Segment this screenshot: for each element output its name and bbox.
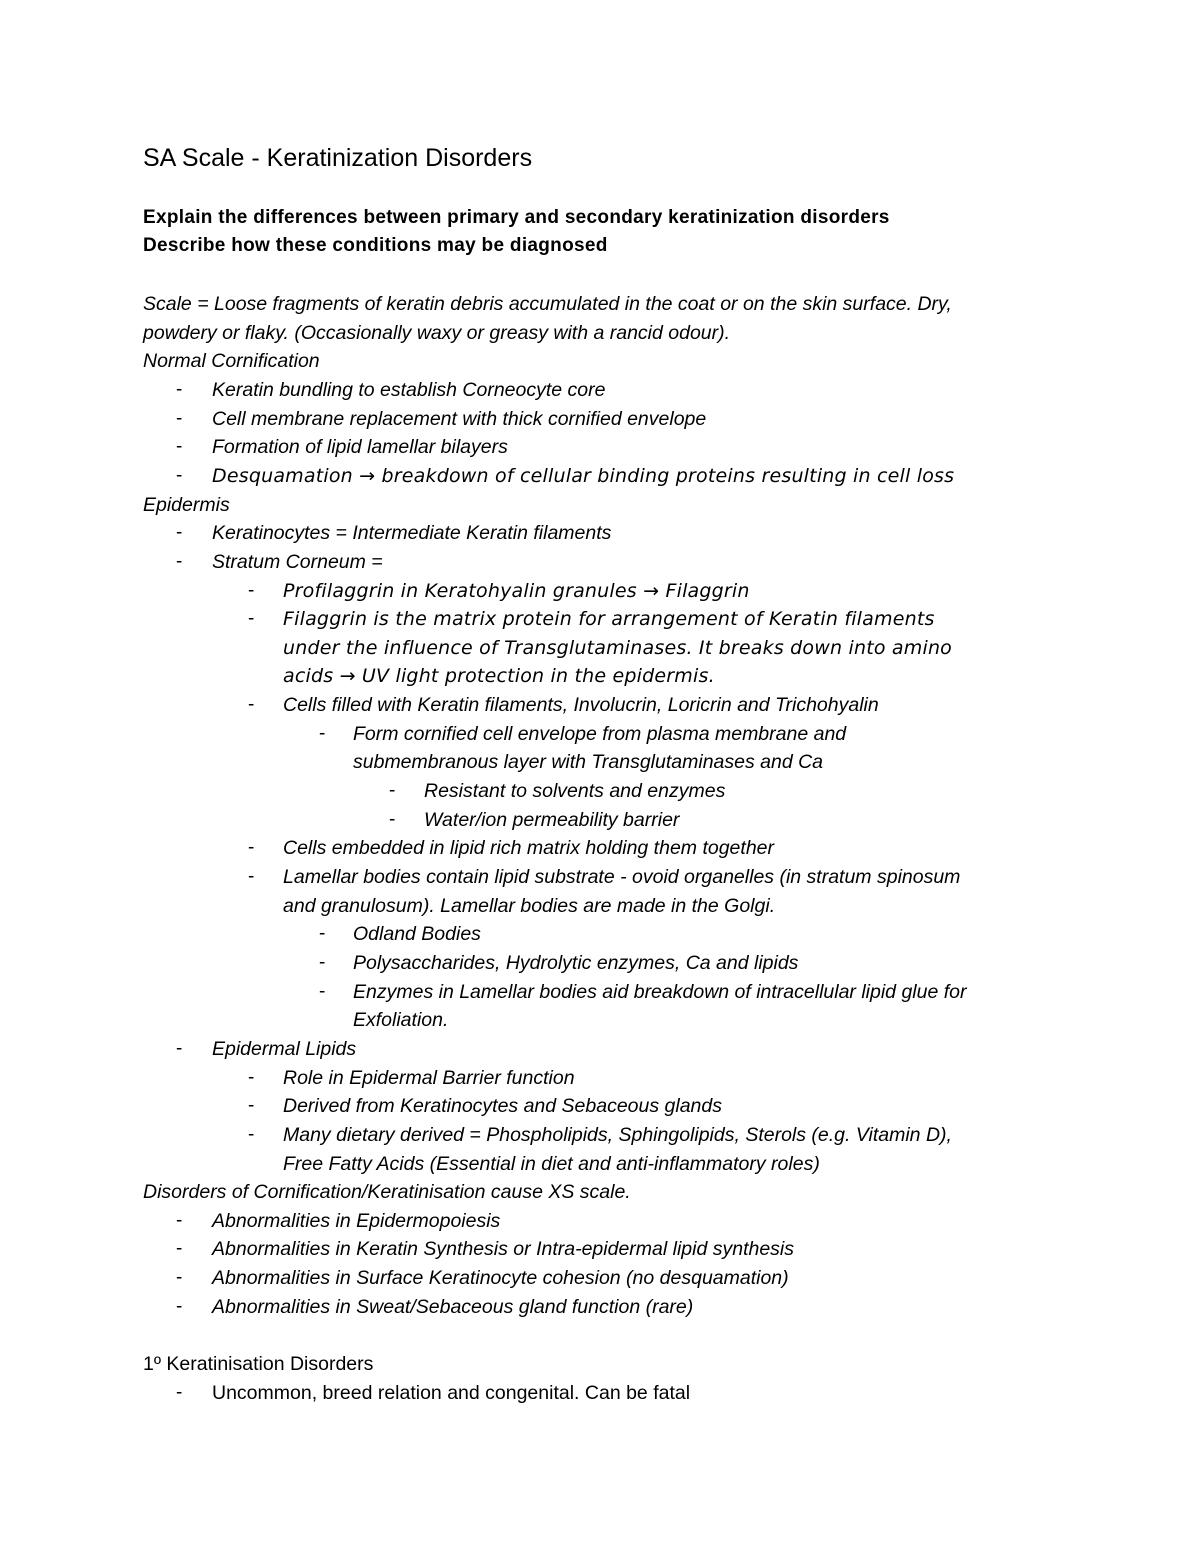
list-item: Derived from Keratinocytes and Sebaceous glands bbox=[283, 1095, 722, 1118]
bullet-dash: - bbox=[248, 1066, 255, 1088]
bullet-dash: - bbox=[248, 1123, 255, 1145]
list-item: Cells filled with Keratin filaments, Involucrin, Loricrin and Trichohyalin bbox=[283, 694, 879, 717]
list-item: Stratum Corneum = bbox=[212, 550, 383, 573]
bullet-dash: - bbox=[176, 1209, 183, 1231]
text-line: Scale = Loose fragments of keratin debris accumulated in the coat or on the skin surface. Dry, bbox=[143, 293, 952, 315]
list-item: Abnormalities in Epidermopoiesis bbox=[212, 1209, 501, 1232]
list-item: Epidermal Lipids bbox=[212, 1037, 357, 1060]
bullet-dash: - bbox=[176, 464, 183, 486]
bullet-dash: - bbox=[176, 1381, 183, 1403]
list-item: Keratin bundling to establish Corneocyte core bbox=[212, 378, 606, 401]
list-item: Filaggrin is the matrix protein for arrangement of Keratin filaments bbox=[283, 608, 935, 631]
list-item: Desquamation → breakdown of cellular binding proteins resulting in cell loss bbox=[212, 464, 955, 487]
bullet-dash: - bbox=[248, 608, 255, 630]
bullet-dash: - bbox=[176, 1238, 183, 1260]
bullet-dash: - bbox=[389, 780, 396, 802]
text-line: and granulosum). Lamellar bodies are made in the Golgi. bbox=[283, 894, 776, 917]
list-item: Water/ion permeability barrier bbox=[424, 808, 680, 831]
objective-2: Describe how these conditions may be diagnosed bbox=[143, 235, 608, 256]
bullet-dash: - bbox=[319, 923, 326, 945]
list-item: Profilaggrin in Keratohyalin granules → Filaggrin bbox=[283, 579, 750, 602]
list-item: Form cornified cell envelope from plasma membrane and bbox=[353, 722, 847, 745]
list-item: Keratinocytes = Intermediate Keratin filaments bbox=[212, 522, 612, 545]
page-title: SA Scale - Keratinization Disorders bbox=[143, 144, 533, 172]
text-line: Disorders of Cornification/Keratinisation cause XS scale. bbox=[143, 1181, 631, 1204]
text-line: 1º Keratinisation Disorders bbox=[143, 1353, 374, 1376]
text-line: powdery or flaky. (Occasionally waxy or greasy with a rancid odour). bbox=[143, 321, 731, 344]
bullet-dash: - bbox=[176, 1037, 183, 1059]
list-item: Formation of lipid lamellar bilayers bbox=[212, 436, 508, 459]
bullet-dash: - bbox=[248, 694, 255, 716]
list-item: Cells embedded in lipid rich matrix holding them together bbox=[283, 837, 775, 860]
list-item: Lamellar bodies contain lipid substrate - ovoid organelles (in stratum spinosum bbox=[283, 866, 961, 888]
bullet-dash: - bbox=[248, 579, 255, 601]
text-line: Free Fatty Acids (Essential in diet and anti-inflammatory roles) bbox=[283, 1152, 820, 1175]
list-item: Enzymes in Lamellar bodies aid breakdown of intracellular lipid glue for bbox=[353, 980, 967, 1003]
text-line: Normal Cornification bbox=[143, 350, 320, 373]
bullet-dash: - bbox=[248, 866, 255, 887]
list-item: Odland Bodies bbox=[353, 923, 481, 946]
list-item: Abnormalities in Sweat/Sebaceous gland function (rare) bbox=[212, 1295, 694, 1318]
objective-1: Explain the differences between primary and secondary keratinization disorders bbox=[143, 207, 890, 228]
bullet-dash: - bbox=[176, 436, 183, 458]
bullet-dash: - bbox=[248, 1095, 255, 1117]
bullet-dash: - bbox=[319, 980, 326, 1002]
list-item: Abnormalities in Surface Keratinocyte cohesion (no desquamation) bbox=[212, 1267, 789, 1290]
bullet-dash: - bbox=[176, 1267, 183, 1289]
list-item: Many dietary derived = Phospholipids, Sphingolipids, Sterols (e.g. Vitamin D), bbox=[283, 1123, 952, 1146]
bullet-dash: - bbox=[176, 378, 183, 400]
list-item: Cell membrane replacement with thick cornified envelope bbox=[212, 407, 707, 430]
text-line: acids → UV light protection in the epidermis. bbox=[283, 665, 715, 688]
list-item: Resistant to solvents and enzymes bbox=[424, 780, 726, 803]
bullet-dash: - bbox=[319, 722, 326, 744]
text-line: Epidermis bbox=[143, 493, 230, 516]
list-item: Polysaccharides, Hydrolytic enzymes, Ca and lipids bbox=[353, 951, 799, 974]
bullet-dash: - bbox=[389, 808, 396, 830]
text-line: submembranous layer with Transglutaminases and Ca bbox=[353, 751, 824, 774]
list-item: Uncommon, breed relation and congenital. Can be fatal bbox=[212, 1381, 691, 1404]
bullet-dash: - bbox=[176, 522, 183, 544]
bullet-dash: - bbox=[248, 837, 255, 859]
list-item: Role in Epidermal Barrier function bbox=[283, 1066, 575, 1089]
text-line: Exfoliation. bbox=[353, 1009, 449, 1032]
bullet-dash: - bbox=[176, 407, 183, 429]
list-item: Abnormalities in Keratin Synthesis or Intra-epidermal lipid synthesis bbox=[212, 1238, 795, 1261]
bullet-dash: - bbox=[176, 1295, 183, 1317]
text-line: under the influence of Transglutaminases. It breaks down into amino bbox=[283, 636, 953, 659]
bullet-dash: - bbox=[319, 951, 326, 973]
bullet-dash: - bbox=[176, 550, 183, 572]
